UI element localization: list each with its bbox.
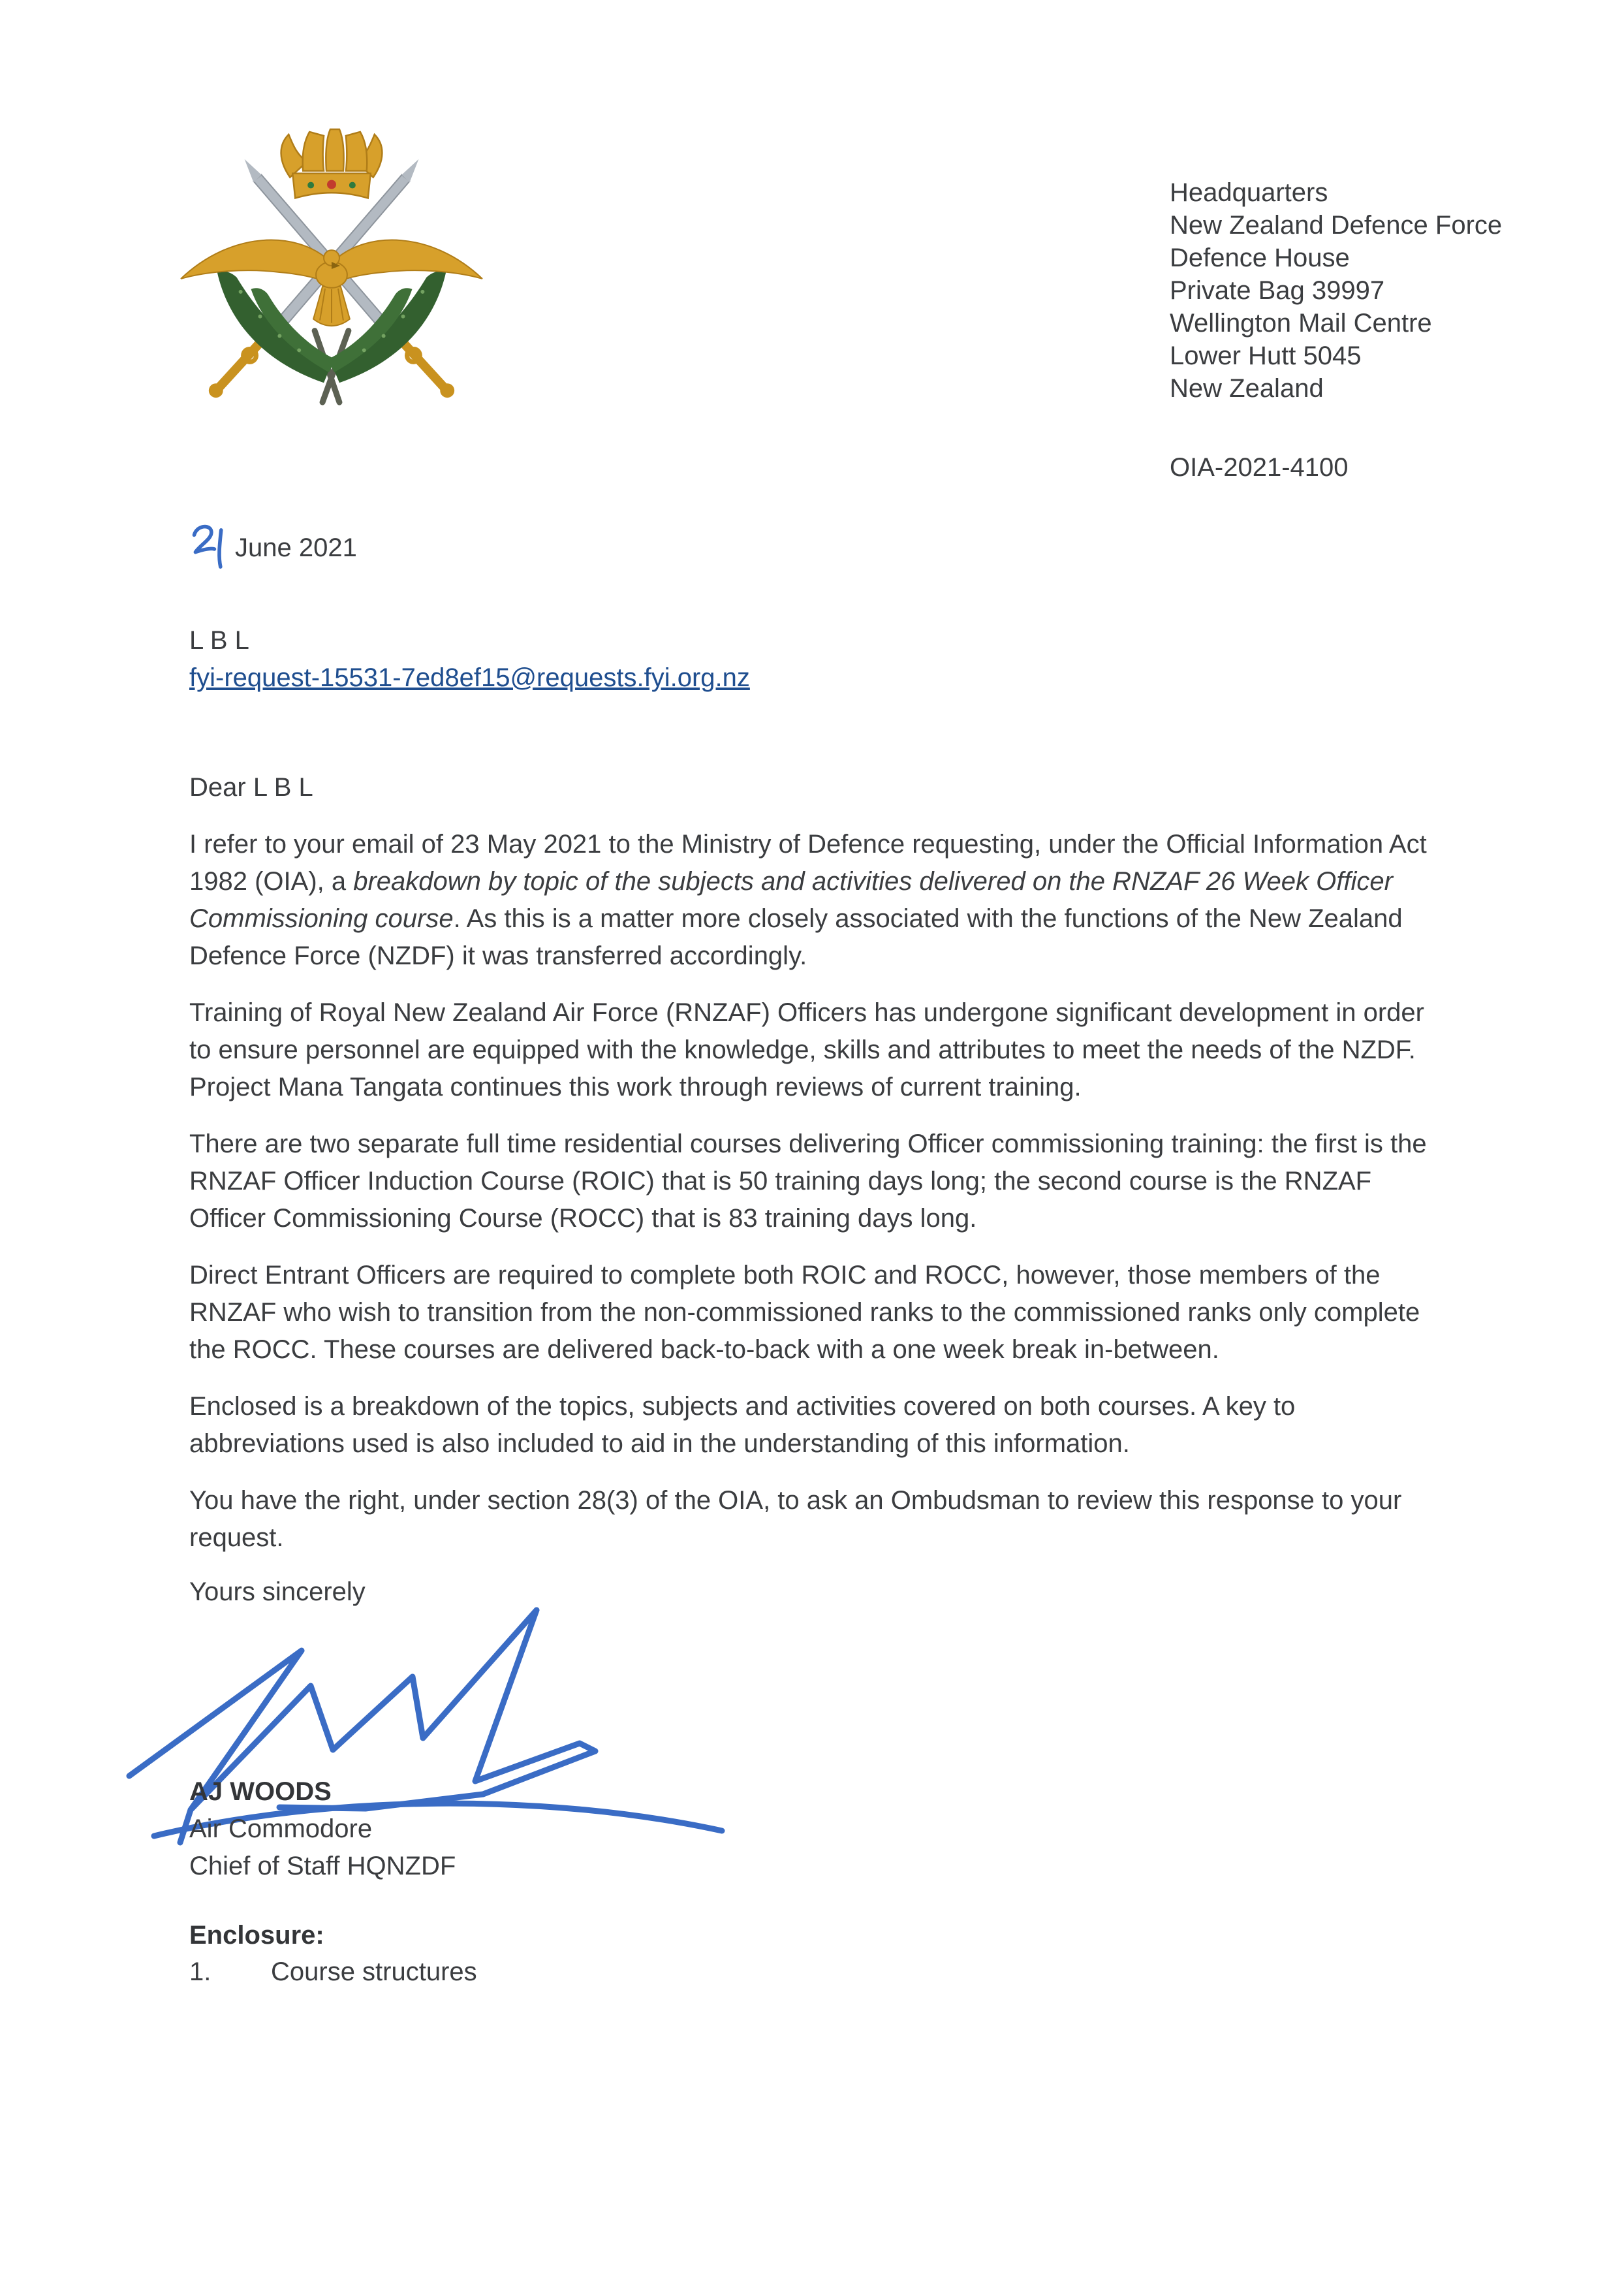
enclosure-heading: Enclosure:: [189, 1921, 324, 1950]
signatory-block: [189, 1773, 456, 1885]
signatory-title: Chief of Staff HQNZDF: [189, 1852, 456, 1880]
paragraph-5: Enclosed is a breakdown of the topics, subjects and activities covered on both courses. A key to abbreviations used is also included to aid in the understanding of this information.: [189, 1392, 1296, 1458]
letter-content: [189, 519, 1436, 1611]
recipient-email-link[interactable]: fyi-request-15531-7ed8ef15@requests.fyi.org.nz: [189, 663, 750, 692]
paragraph-3: There are two separate full time residential courses delivering Officer commissioning training: the first is the RNZAF Officer Induction Course (ROIC) that is 50 training days long; the second course is the RNZAF Officer Commissioning Course (ROCC) that is 83 training days long.: [189, 1130, 1427, 1233]
address-line: New Zealand: [1170, 374, 1324, 403]
date-printed: June 2021: [235, 533, 357, 562]
enclosure-item-label: Course structures: [271, 1957, 477, 1986]
paragraph-4: Direct Entrant Officers are required to complete both ROIC and ROCC, however, those members of the RNZAF who wish to transition from the non-commissioned ranks to the commissioned ranks only complete the ROCC. These courses are delivered back-to-back with a one week break in-between.: [189, 1261, 1420, 1364]
paragraph-1-text: . As this is a matter more closely associated with the functions of the New Zealand Defence Force (NZDF) it was transferred accordingly.: [189, 904, 1403, 970]
address-line: New Zealand Defence Force: [1170, 211, 1503, 240]
address-line: Defence House: [1170, 244, 1350, 272]
paragraph-6: You have the right, under section 28(3) of the OIA, to ask an Ombudsman to review this response to your request.: [189, 1486, 1402, 1552]
enclosure-item: [189, 1954, 477, 1990]
address-line: Lower Hutt 5045: [1170, 341, 1362, 370]
reference-number: OIA-2021-4100: [1170, 453, 1349, 482]
crown: [281, 129, 383, 198]
salutation: Dear L B L: [189, 773, 313, 802]
enclosure-block: [189, 1917, 477, 1990]
recipient-name: L B L: [189, 626, 249, 655]
address-line: Headquarters: [1170, 178, 1328, 207]
address-line: Private Bag 39997: [1170, 276, 1385, 305]
valediction: Yours sincerely: [189, 1577, 366, 1606]
address-line: Wellington Mail Centre: [1170, 309, 1432, 338]
paragraph-1-text: I refer to your email of 23 May 2021 to the Ministry of Defence requesting, under the Official Information Act 1982 (OIA), a: [189, 830, 1427, 896]
handwritten-day-ink: [189, 519, 228, 571]
date-line: [189, 519, 1436, 571]
nzdf-crest-icon: [168, 121, 495, 414]
paragraph-1-italic: breakdown by topic of the subjects and activities delivered on the RNZAF 26 Week Officer Commissioning course: [189, 867, 1393, 933]
paragraph-1: [189, 826, 1436, 975]
paragraph-2: Training of Royal New Zealand Air Force (RNZAF) Officers has undergone significant development in order to ensure personnel are equipped with the knowledge, skills and attributes to meet the needs of the NZDF. Project Mana Tangata continues this work through reviews of current training.: [189, 998, 1424, 1101]
recipient-email-line: [189, 659, 1436, 697]
sender-address-block: [1170, 176, 1502, 405]
enclosure-item-number: 1.: [189, 1957, 211, 1986]
signatory-rank: Air Commodore: [189, 1814, 373, 1843]
signatory-name: AJ WOODS: [189, 1777, 332, 1806]
